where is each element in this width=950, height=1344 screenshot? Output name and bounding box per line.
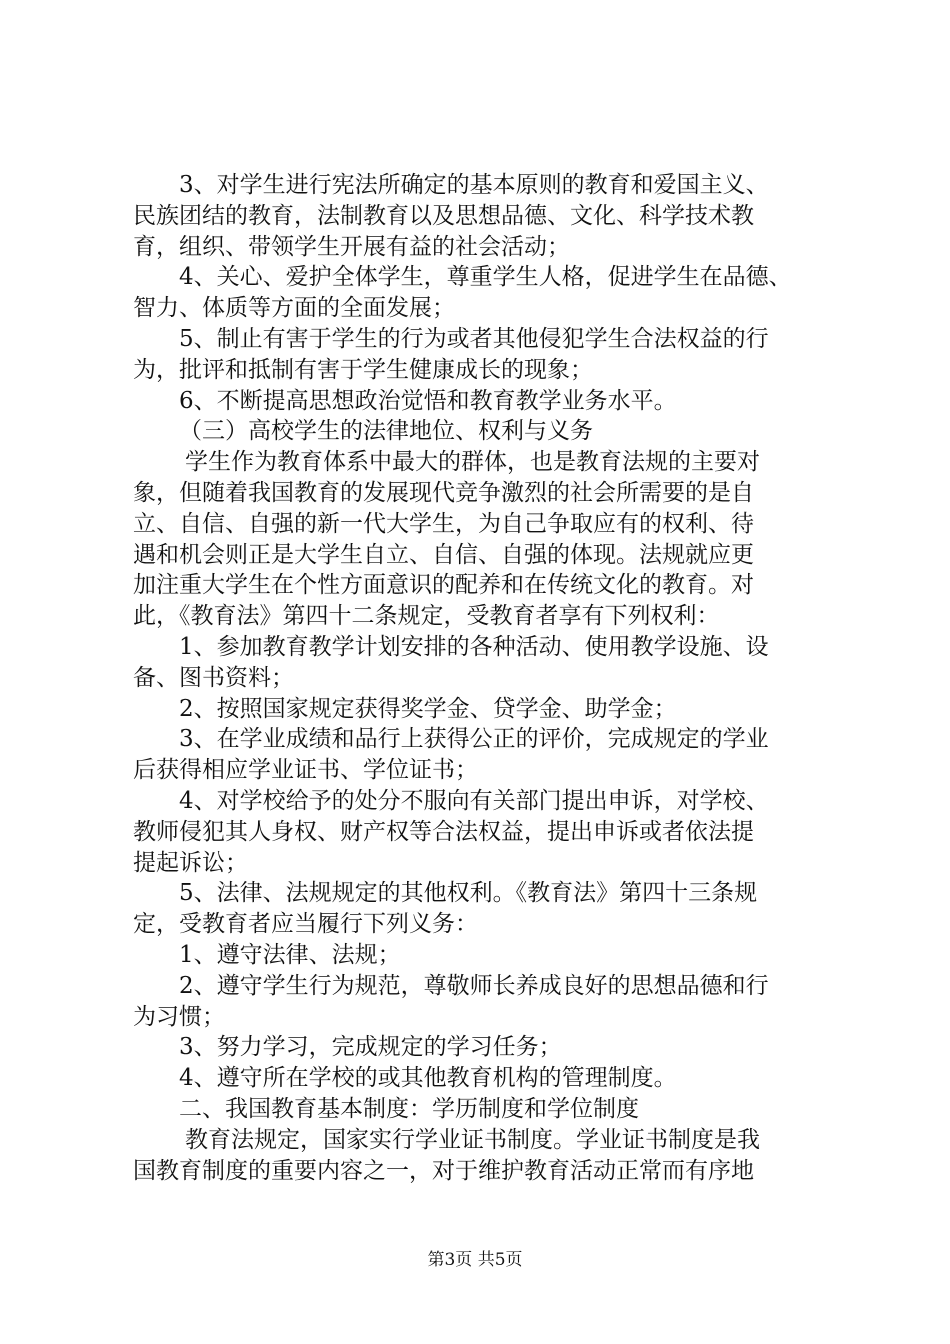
paragraph-line: 教师侵犯其人身权、财产权等合法权益，提出申诉或者依法提 [133, 818, 754, 845]
paragraph-line: 民族团结的教育，法制教育以及思想品德、文化、科学技术教 [133, 202, 754, 229]
paragraph-line: 后获得相应学业证书、学位证书； [133, 757, 478, 784]
paragraph-line: 2、遵守学生行为规范，尊敬师长养成良好的思想品德和行 [179, 972, 769, 999]
paragraph-line: 为，批评和抵制有害于学生健康成长的现象； [133, 356, 593, 383]
paragraph-line: 国教育制度的重要内容之一，对于维护教育活动正常而有序地 [133, 1157, 754, 1184]
paragraph-line: 育，组织、带领学生开展有益的社会活动； [133, 233, 570, 260]
paragraph-line: 为习惯； [133, 1003, 225, 1030]
section-heading: 二、我国教育基本制度：学历制度和学位制度 [179, 1095, 639, 1122]
paragraph-line: 5、制止有害于学生的行为或者其他侵犯学生合法权益的行 [179, 325, 769, 352]
paragraph-line: 3、努力学习，完成规定的学习任务； [179, 1034, 562, 1061]
section-heading: （三）高校学生的法律地位、权利与义务 [179, 418, 593, 445]
paragraph-line: 立、自信、自强的新一代大学生，为自己争取应有的权利、待 [133, 510, 754, 537]
paragraph-line: 1、遵守法律、法规； [179, 941, 401, 968]
paragraph-line: 5、法律、法规规定的其他权利。《教育法》第四十三条规 [179, 880, 758, 907]
paragraph-line: 2、按照国家规定获得奖学金、贷学金、助学金； [179, 695, 677, 722]
paragraph-line: 此，《教育法》第四十二条规定，受教育者享有下列权利： [133, 603, 720, 630]
document-body [133, 170, 853, 1186]
paragraph-line: 6、不断提高思想政治觉悟和教育教学业务水平。 [179, 387, 677, 414]
paragraph-line: 定，受教育者应当履行下列义务： [133, 911, 478, 938]
paragraph-line: 4、关心、爱护全体学生，尊重学生人格，促进学生在品德、 [179, 264, 792, 291]
paragraph-line: 备、图书资料； [133, 664, 294, 691]
paragraph-line: 4、对学校给予的处分不服向有关部门提出申诉，对学校、 [179, 787, 769, 814]
paragraph-line: 遇和机会则正是大学生自立、自信、自强的体现。法规就应更 [133, 541, 754, 568]
paragraph-line: 3、在学业成绩和品行上获得公正的评价，完成规定的学业 [179, 726, 769, 753]
paragraph-line: 学生作为教育体系中最大的群体，也是教育法规的主要对 [185, 449, 760, 476]
paragraph-line: 加注重大学生在个性方面意识的配养和在传统文化的教育。对 [133, 572, 754, 599]
paragraph-line: 4、遵守所在学校的或其他教育机构的管理制度。 [179, 1065, 677, 1092]
page-number-footer: 第3页 共5页 [427, 1250, 523, 1270]
paragraph-line: 3、对学生进行宪法所确定的基本原则的教育和爱国主义、 [179, 172, 769, 198]
paragraph-line: 1、参加教育教学计划安排的各种活动、使用教学设施、设 [179, 633, 769, 660]
paragraph-line: 象，但随着我国教育的发展现代竞争激烈的社会所需要的是自 [133, 479, 754, 506]
paragraph-line: 提起诉讼； [133, 849, 248, 876]
paragraph-line: 教育法规定，国家实行学业证书制度。学业证书制度是我 [185, 1126, 760, 1153]
paragraph-line: 智力、体质等方面的全面发展； [133, 295, 455, 322]
